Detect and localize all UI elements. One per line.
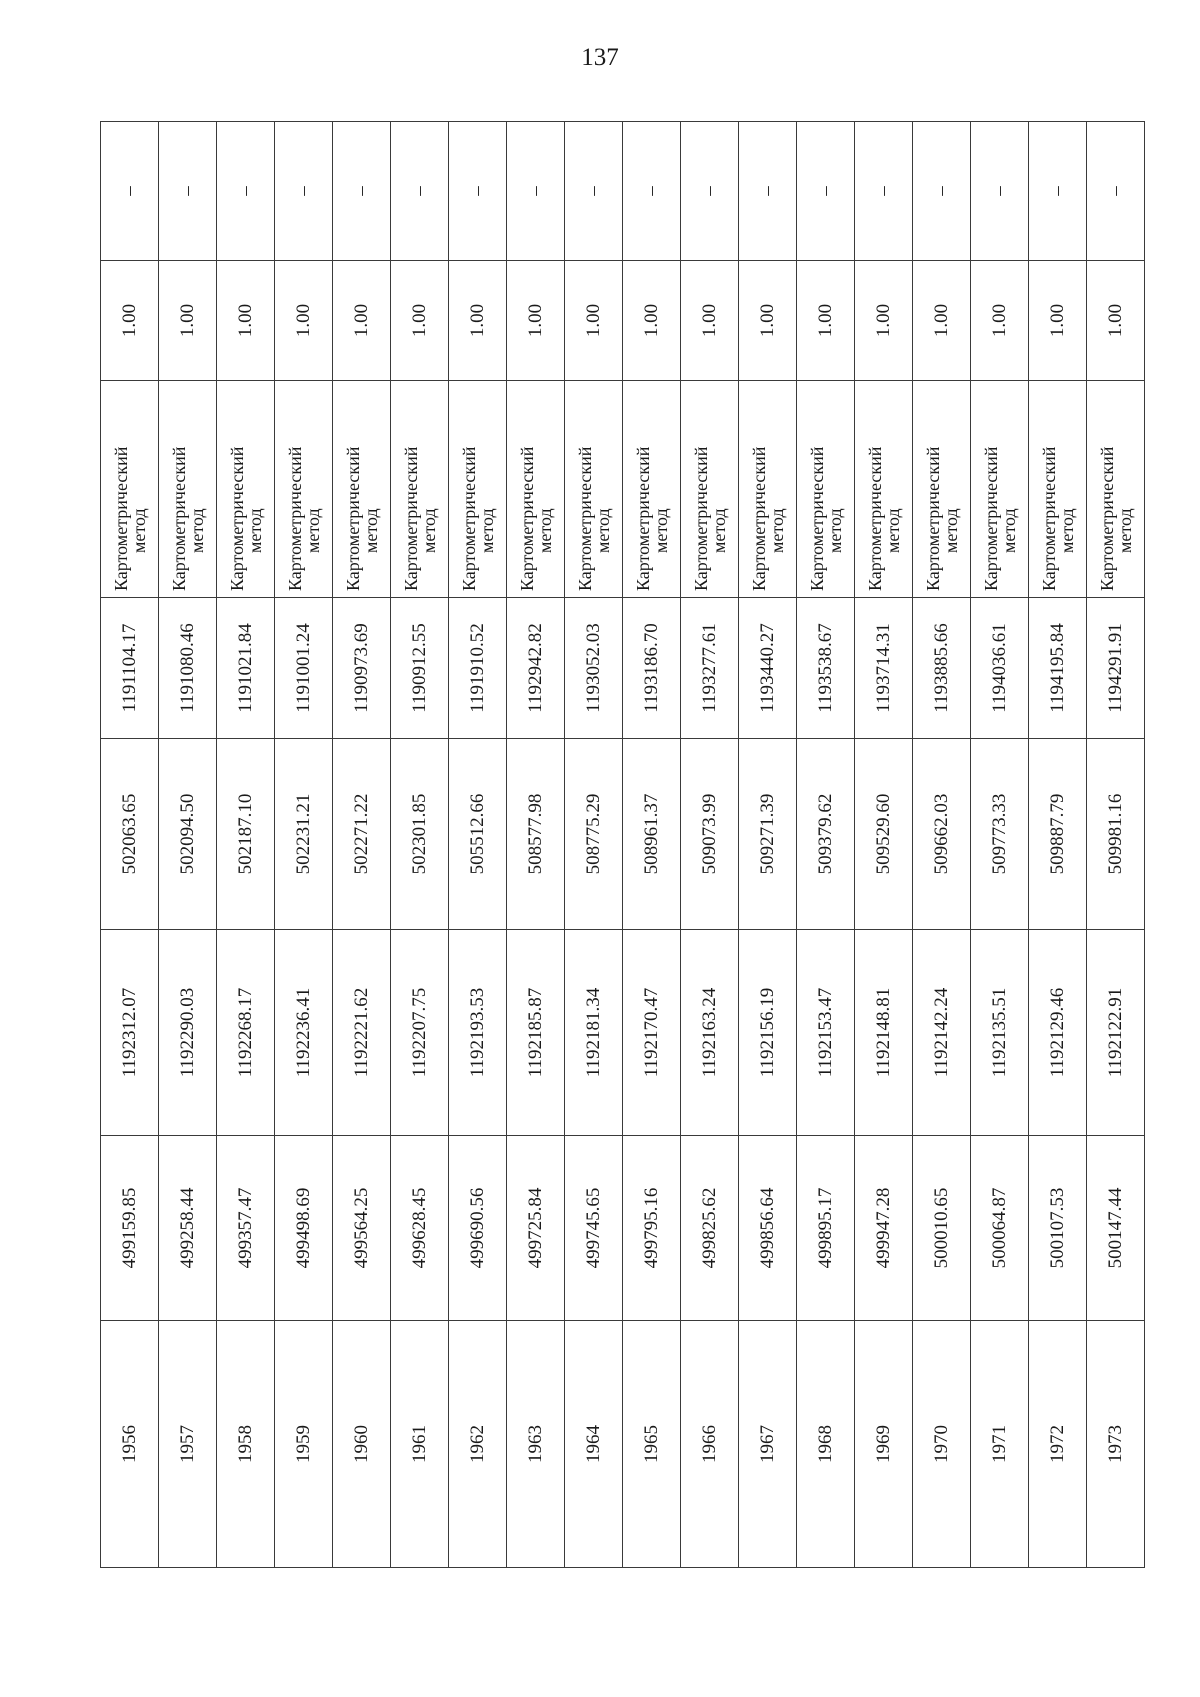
- method-line-2: метод: [824, 508, 845, 553]
- y-coordinate-cell: 1192163.24: [681, 930, 739, 1136]
- point-number-cell: 1962: [449, 1321, 507, 1568]
- x-coordinate-cell: 499357.47: [217, 1136, 275, 1321]
- note-cell: –: [565, 122, 623, 261]
- x-coordinate-cell: 499258.44: [159, 1136, 217, 1321]
- note-cell: –: [275, 122, 333, 261]
- accuracy-cell: 1.00: [333, 261, 391, 381]
- y-coordinate-cell: 1192221.62: [333, 930, 391, 1136]
- x-coordinate-cell: 499159.85: [101, 1136, 159, 1321]
- table-row: [855, 122, 913, 1568]
- note-cell: –: [739, 122, 797, 261]
- point-number-cell: 1960: [333, 1321, 391, 1568]
- y-coordinate-cell: 1192193.53: [449, 930, 507, 1136]
- x-coordinate-2-cell: 509271.39: [739, 739, 797, 930]
- method-line-1: Картометрический: [400, 446, 421, 591]
- accuracy-cell: 1.00: [275, 261, 333, 381]
- method-line-2: метод: [244, 508, 265, 553]
- y-coordinate-cell: 1192236.41: [275, 930, 333, 1136]
- x-coordinate-2-cell: 509981.16: [1087, 739, 1145, 930]
- note-cell: –: [217, 122, 275, 261]
- x-coordinate-cell: 499795.16: [623, 1136, 681, 1321]
- note-cell: –: [855, 122, 913, 261]
- x-coordinate-cell: 500107.53: [1029, 1136, 1087, 1321]
- note-cell: –: [913, 122, 971, 261]
- point-number-cell: 1966: [681, 1321, 739, 1568]
- accuracy-cell: 1.00: [855, 261, 913, 381]
- note-cell: –: [159, 122, 217, 261]
- y-coordinate-2-cell: 1193052.03: [565, 598, 623, 739]
- x-coordinate-2-cell: 508775.29: [565, 739, 623, 930]
- table-row: [391, 122, 449, 1568]
- table-row: [1029, 122, 1087, 1568]
- point-number-cell: 1971: [971, 1321, 1029, 1568]
- point-number-cell: 1970: [913, 1321, 971, 1568]
- x-coordinate-2-cell: 502187.10: [217, 739, 275, 930]
- x-coordinate-2-cell: 509773.33: [971, 739, 1029, 930]
- y-coordinate-cell: 1192185.87: [507, 930, 565, 1136]
- accuracy-cell: 1.00: [797, 261, 855, 381]
- x-coordinate-2-cell: 508577.98: [507, 739, 565, 930]
- method-line-2: метод: [592, 508, 613, 553]
- accuracy-cell: 1.00: [1029, 261, 1087, 381]
- method-cell: [159, 381, 217, 598]
- method-line-2: метод: [128, 508, 149, 553]
- note-cell: –: [507, 122, 565, 261]
- table-row: [333, 122, 391, 1568]
- table-row: [1087, 122, 1145, 1568]
- note-cell: –: [797, 122, 855, 261]
- x-coordinate-2-cell: 502271.22: [333, 739, 391, 930]
- accuracy-cell: 1.00: [971, 261, 1029, 381]
- method-line-2: метод: [882, 508, 903, 553]
- x-coordinate-2-cell: 502231.21: [275, 739, 333, 930]
- note-cell: –: [333, 122, 391, 261]
- method-line-2: метод: [360, 508, 381, 553]
- x-coordinate-cell: 499498.69: [275, 1136, 333, 1321]
- method-line-2: метод: [1056, 508, 1077, 553]
- method-line-1: Картометрический: [806, 446, 827, 591]
- method-line-2: метод: [708, 508, 729, 553]
- y-coordinate-2-cell: 1191021.84: [217, 598, 275, 739]
- method-line-1: Картометрический: [574, 446, 595, 591]
- method-line-1: Картометрический: [864, 446, 885, 591]
- x-coordinate-cell: 499825.62: [681, 1136, 739, 1321]
- y-coordinate-2-cell: 1190973.69: [333, 598, 391, 739]
- y-coordinate-2-cell: 1191104.17: [101, 598, 159, 739]
- table-row: [913, 122, 971, 1568]
- method-line-2: метод: [1114, 508, 1135, 553]
- x-coordinate-cell: 500064.87: [971, 1136, 1029, 1321]
- y-coordinate-cell: 1192122.91: [1087, 930, 1145, 1136]
- x-coordinate-2-cell: 509662.03: [913, 739, 971, 930]
- method-cell: [507, 381, 565, 598]
- x-coordinate-cell: 499856.64: [739, 1136, 797, 1321]
- method-line-2: метод: [766, 508, 787, 553]
- x-coordinate-2-cell: 509529.60: [855, 739, 913, 930]
- x-coordinate-cell: 499628.45: [391, 1136, 449, 1321]
- table-row: [159, 122, 217, 1568]
- table-row: [565, 122, 623, 1568]
- note-cell: –: [971, 122, 1029, 261]
- method-cell: [217, 381, 275, 598]
- accuracy-cell: 1.00: [913, 261, 971, 381]
- x-coordinate-cell: 499564.25: [333, 1136, 391, 1321]
- y-coordinate-cell: 1192290.03: [159, 930, 217, 1136]
- y-coordinate-2-cell: 1192942.82: [507, 598, 565, 739]
- accuracy-cell: 1.00: [623, 261, 681, 381]
- method-cell: [449, 381, 507, 598]
- y-coordinate-cell: 1192268.17: [217, 930, 275, 1136]
- y-coordinate-cell: 1192129.46: [1029, 930, 1087, 1136]
- x-coordinate-cell: 500147.44: [1087, 1136, 1145, 1321]
- y-coordinate-2-cell: 1193538.67: [797, 598, 855, 739]
- method-line-1: Картометрический: [110, 446, 131, 591]
- x-coordinate-2-cell: 505512.66: [449, 739, 507, 930]
- y-coordinate-cell: 1192170.47: [623, 930, 681, 1136]
- note-cell: –: [391, 122, 449, 261]
- point-number-cell: 1968: [797, 1321, 855, 1568]
- table-row: [101, 122, 159, 1568]
- table-row: [275, 122, 333, 1568]
- table-body: [101, 122, 1145, 1568]
- method-line-1: Картометрический: [1096, 446, 1117, 591]
- method-line-1: Картометрический: [226, 446, 247, 591]
- method-cell: [101, 381, 159, 598]
- accuracy-cell: 1.00: [159, 261, 217, 381]
- x-coordinate-cell: 499745.65: [565, 1136, 623, 1321]
- table-row: [971, 122, 1029, 1568]
- accuracy-cell: 1.00: [681, 261, 739, 381]
- x-coordinate-2-cell: 509379.62: [797, 739, 855, 930]
- method-line-2: метод: [998, 508, 1019, 553]
- y-coordinate-cell: 1192153.47: [797, 930, 855, 1136]
- y-coordinate-2-cell: 1191001.24: [275, 598, 333, 739]
- table-row: [217, 122, 275, 1568]
- y-coordinate-2-cell: 1193186.70: [623, 598, 681, 739]
- note-cell: –: [1087, 122, 1145, 261]
- point-number-cell: 1972: [1029, 1321, 1087, 1568]
- y-coordinate-cell: 1192156.19: [739, 930, 797, 1136]
- accuracy-cell: 1.00: [217, 261, 275, 381]
- method-line-2: метод: [476, 508, 497, 553]
- method-line-1: Картометрический: [748, 446, 769, 591]
- method-cell: [565, 381, 623, 598]
- x-coordinate-2-cell: 502094.50: [159, 739, 217, 930]
- y-coordinate-2-cell: 1190912.55: [391, 598, 449, 739]
- y-coordinate-2-cell: 1193440.27: [739, 598, 797, 739]
- method-line-2: метод: [302, 508, 323, 553]
- method-line-1: Картометрический: [168, 446, 189, 591]
- method-cell: [681, 381, 739, 598]
- y-coordinate-2-cell: 1193885.66: [913, 598, 971, 739]
- method-cell: [391, 381, 449, 598]
- table-row: [449, 122, 507, 1568]
- y-coordinate-2-cell: 1194291.91: [1087, 598, 1145, 739]
- method-line-1: Картометрический: [980, 446, 1001, 591]
- y-coordinate-2-cell: 1194036.61: [971, 598, 1029, 739]
- x-coordinate-2-cell: 509887.79: [1029, 739, 1087, 930]
- x-coordinate-2-cell: 502301.85: [391, 739, 449, 930]
- method-line-1: Картометрический: [922, 446, 943, 591]
- point-number-cell: 1957: [159, 1321, 217, 1568]
- x-coordinate-2-cell: 508961.37: [623, 739, 681, 930]
- y-coordinate-2-cell: 1191080.46: [159, 598, 217, 739]
- x-coordinate-cell: 499690.56: [449, 1136, 507, 1321]
- y-coordinate-2-cell: 1193714.31: [855, 598, 913, 739]
- method-cell: [1029, 381, 1087, 598]
- point-number-cell: 1958: [217, 1321, 275, 1568]
- y-coordinate-2-cell: 1191910.52: [449, 598, 507, 739]
- method-cell: [971, 381, 1029, 598]
- note-cell: –: [101, 122, 159, 261]
- accuracy-cell: 1.00: [739, 261, 797, 381]
- y-coordinate-cell: 1192312.07: [101, 930, 159, 1136]
- method-cell: [1087, 381, 1145, 598]
- accuracy-cell: 1.00: [449, 261, 507, 381]
- point-number-cell: 1956: [101, 1321, 159, 1568]
- method-cell: [333, 381, 391, 598]
- method-line-1: Картометрический: [690, 446, 711, 591]
- point-number-cell: 1963: [507, 1321, 565, 1568]
- method-cell: [623, 381, 681, 598]
- method-cell: [855, 381, 913, 598]
- method-line-2: метод: [186, 508, 207, 553]
- method-line-1: Картометрический: [458, 446, 479, 591]
- method-line-2: метод: [534, 508, 555, 553]
- method-line-1: Картометрический: [342, 446, 363, 591]
- method-line-1: Картометрический: [632, 446, 653, 591]
- x-coordinate-2-cell: 509073.99: [681, 739, 739, 930]
- point-number-cell: 1967: [739, 1321, 797, 1568]
- point-number-cell: 1973: [1087, 1321, 1145, 1568]
- accuracy-cell: 1.00: [391, 261, 449, 381]
- method-line-2: метод: [650, 508, 671, 553]
- note-cell: –: [1029, 122, 1087, 261]
- table-row: [507, 122, 565, 1568]
- table-row: [797, 122, 855, 1568]
- note-cell: –: [681, 122, 739, 261]
- y-coordinate-2-cell: 1194195.84: [1029, 598, 1087, 739]
- y-coordinate-cell: 1192148.81: [855, 930, 913, 1136]
- method-line-1: Картометрический: [284, 446, 305, 591]
- table-row: [739, 122, 797, 1568]
- accuracy-cell: 1.00: [101, 261, 159, 381]
- accuracy-cell: 1.00: [1087, 261, 1145, 381]
- method-line-1: Картометрический: [516, 446, 537, 591]
- table-row: [681, 122, 739, 1568]
- note-cell: –: [449, 122, 507, 261]
- y-coordinate-2-cell: 1193277.61: [681, 598, 739, 739]
- method-line-2: метод: [940, 508, 961, 553]
- y-coordinate-cell: 1192142.24: [913, 930, 971, 1136]
- accuracy-cell: 1.00: [507, 261, 565, 381]
- accuracy-cell: 1.00: [565, 261, 623, 381]
- x-coordinate-2-cell: 502063.65: [101, 739, 159, 930]
- x-coordinate-cell: 499725.84: [507, 1136, 565, 1321]
- table-container: [100, 122, 1144, 1568]
- y-coordinate-cell: 1192135.51: [971, 930, 1029, 1136]
- x-coordinate-cell: 500010.65: [913, 1136, 971, 1321]
- point-number-cell: 1961: [391, 1321, 449, 1568]
- method-line-1: Картометрический: [1038, 446, 1059, 591]
- y-coordinate-cell: 1192181.34: [565, 930, 623, 1136]
- point-number-cell: 1969: [855, 1321, 913, 1568]
- method-cell: [913, 381, 971, 598]
- method-cell: [275, 381, 333, 598]
- point-number-cell: 1964: [565, 1321, 623, 1568]
- method-cell: [739, 381, 797, 598]
- point-number-cell: 1965: [623, 1321, 681, 1568]
- table-row: [623, 122, 681, 1568]
- coordinates-table: [100, 121, 1145, 1568]
- method-cell: [797, 381, 855, 598]
- x-coordinate-cell: 499895.17: [797, 1136, 855, 1321]
- method-line-2: метод: [418, 508, 439, 553]
- point-number-cell: 1959: [275, 1321, 333, 1568]
- note-cell: –: [623, 122, 681, 261]
- x-coordinate-cell: 499947.28: [855, 1136, 913, 1321]
- page-number: 137: [581, 44, 619, 71]
- y-coordinate-cell: 1192207.75: [391, 930, 449, 1136]
